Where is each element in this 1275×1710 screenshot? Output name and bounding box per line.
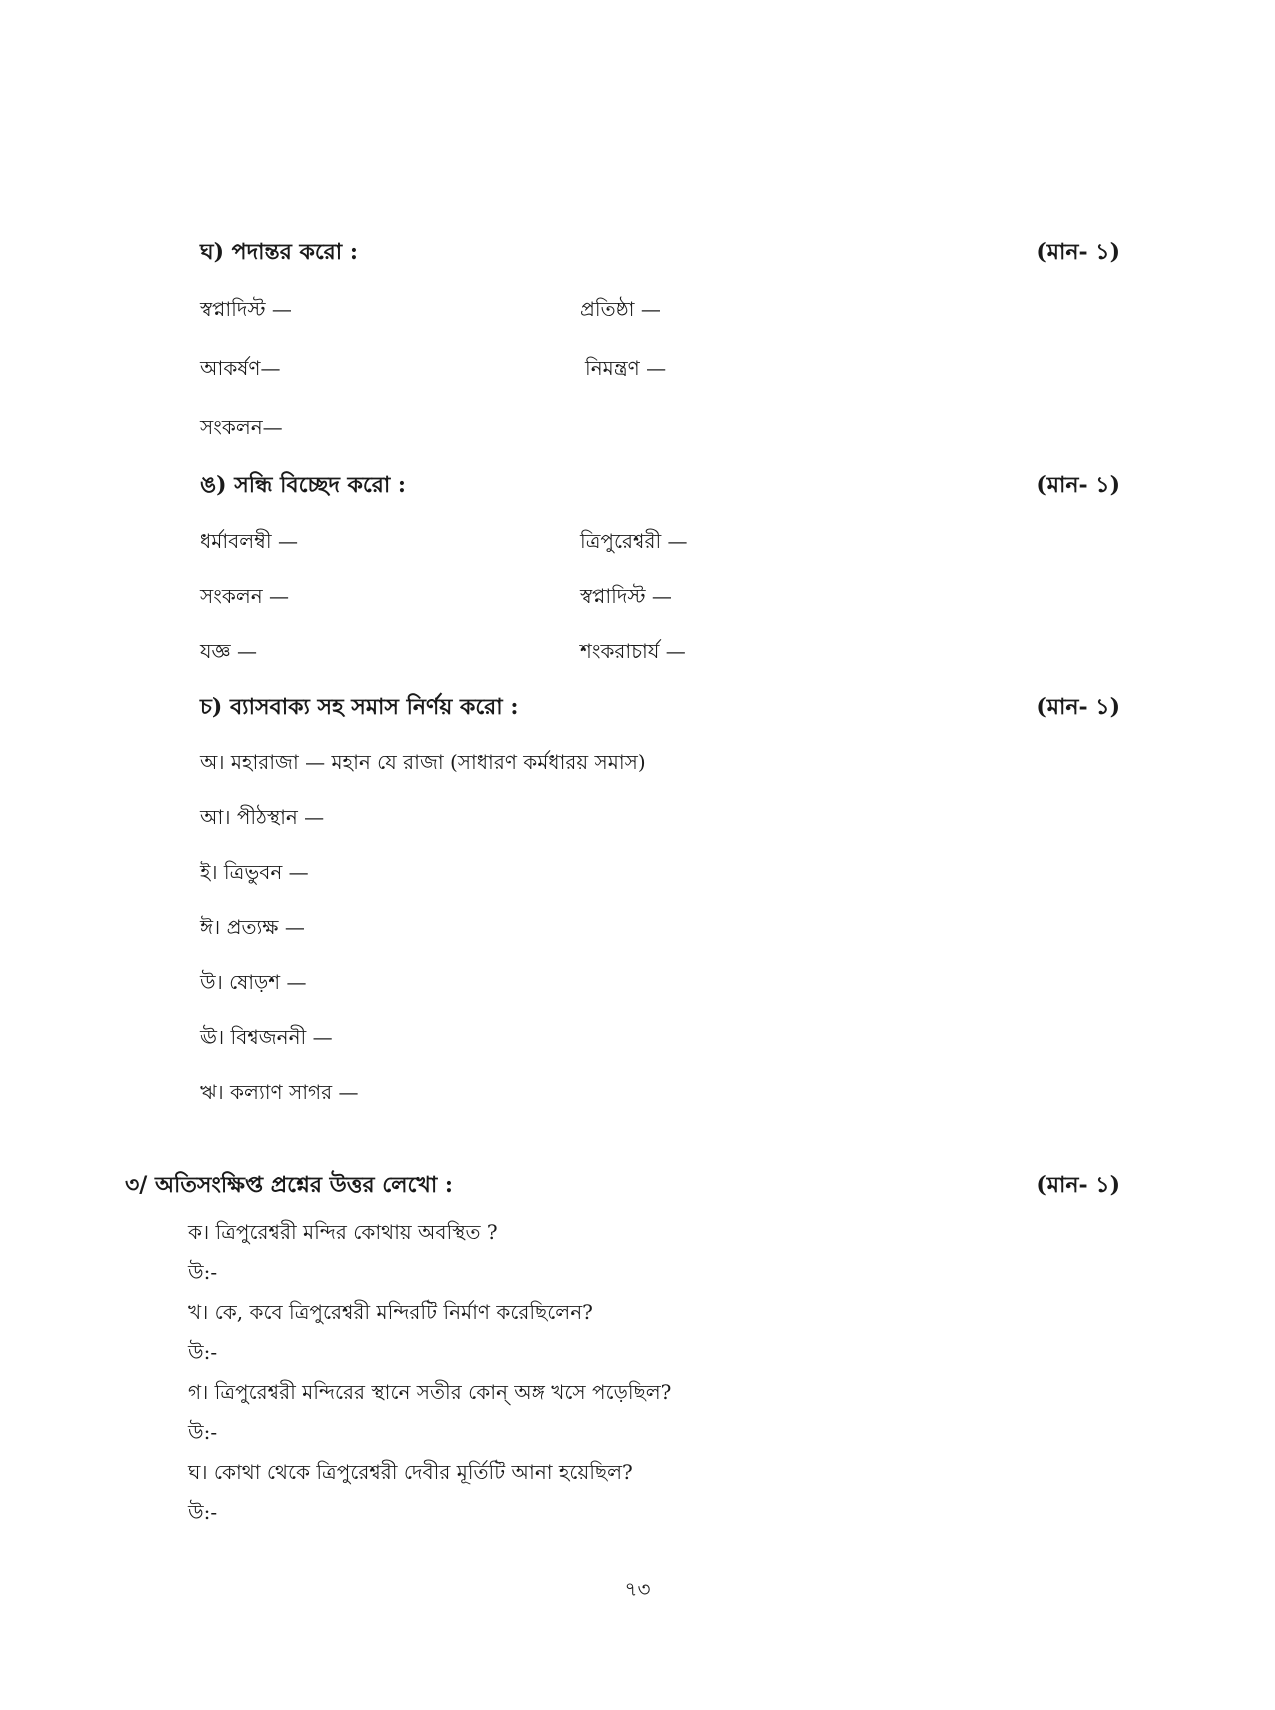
section-uma-heading: ঙ) সন্ধি বিচ্ছেদ করো : xyxy=(200,472,407,498)
cha-item: উ। ষোড়শ — xyxy=(200,970,307,994)
question-text: খ। কে, কবে ত্রিপুরেশ্বরী মন্দিরটি নির্মাণ করেছিলেন? xyxy=(188,1300,593,1324)
gha-item: স্বপ্নাদিস্ট — xyxy=(200,297,292,321)
uma-item: ত্রিপুরেশ্বরী — xyxy=(580,529,688,553)
section-cha-marks: (মান- ১) xyxy=(1036,694,1120,720)
section-cha-heading: চ) ব্যাসবাক্য সহ সমাস নির্ণয় করো : xyxy=(200,694,519,720)
answer-label: উ:- xyxy=(188,1340,218,1364)
uma-item: স্বপ্নাদিস্ট — xyxy=(580,584,672,608)
section-q3-heading: ৩/ অতিসংক্ষিপ্ত প্রশ্নের উত্তর লেখো : xyxy=(125,1172,453,1198)
answer-label: উ:- xyxy=(188,1420,218,1444)
gha-item: প্রতিষ্ঠা — xyxy=(580,297,661,321)
uma-item: ধর্মাবলম্বী — xyxy=(200,529,299,553)
section-q3-marks: (মান- ১) xyxy=(1036,1172,1120,1198)
question-text: ঘ। কোথা থেকে ত্রিপুরেশ্বরী দেবীর মূর্তিটি আনা হয়েছিল? xyxy=(188,1460,633,1484)
section-gha-marks: (মান- ১) xyxy=(1036,239,1120,265)
cha-item: অ। মহারাজা — মহান যে রাজা (সাধারণ কর্মধারয় সমাস) xyxy=(200,750,646,774)
question-text: ক। ত্রিপুরেশ্বরী মন্দির কোথায় অবস্থিত ? xyxy=(188,1220,498,1244)
section-gha-heading: ঘ) পদান্তর করো : xyxy=(200,239,358,265)
uma-item: সংকলন — xyxy=(200,584,290,608)
section-uma-marks: (মান- ১) xyxy=(1036,472,1120,498)
cha-item: ঊ। বিশ্বজননী — xyxy=(200,1025,333,1049)
uma-item: শংকরাচার্য — xyxy=(580,639,686,663)
cha-item: ই। ত্রিভুবন — xyxy=(200,860,309,884)
uma-item: যজ্ঞ — xyxy=(200,639,258,663)
question-text: গ। ত্রিপুরেশ্বরী মন্দিরের স্থানে সতীর কোন্ অঙ্গ খসে পড়েছিল? xyxy=(188,1380,672,1404)
cha-item: ঋ। কল্যাণ সাগর — xyxy=(200,1080,359,1104)
gha-item: আকর্ষণ— xyxy=(200,356,281,380)
page-number: ৭৩ xyxy=(624,1577,651,1601)
answer-label: উ:- xyxy=(188,1500,218,1524)
gha-item: নিমন্ত্রণ — xyxy=(585,356,667,380)
answer-label: উ:- xyxy=(188,1260,218,1284)
gha-item: সংকলন— xyxy=(200,415,283,439)
cha-item: ঈ। প্রত্যক্ষ — xyxy=(200,915,305,939)
cha-item: আ। পীঠস্থান — xyxy=(200,805,325,829)
